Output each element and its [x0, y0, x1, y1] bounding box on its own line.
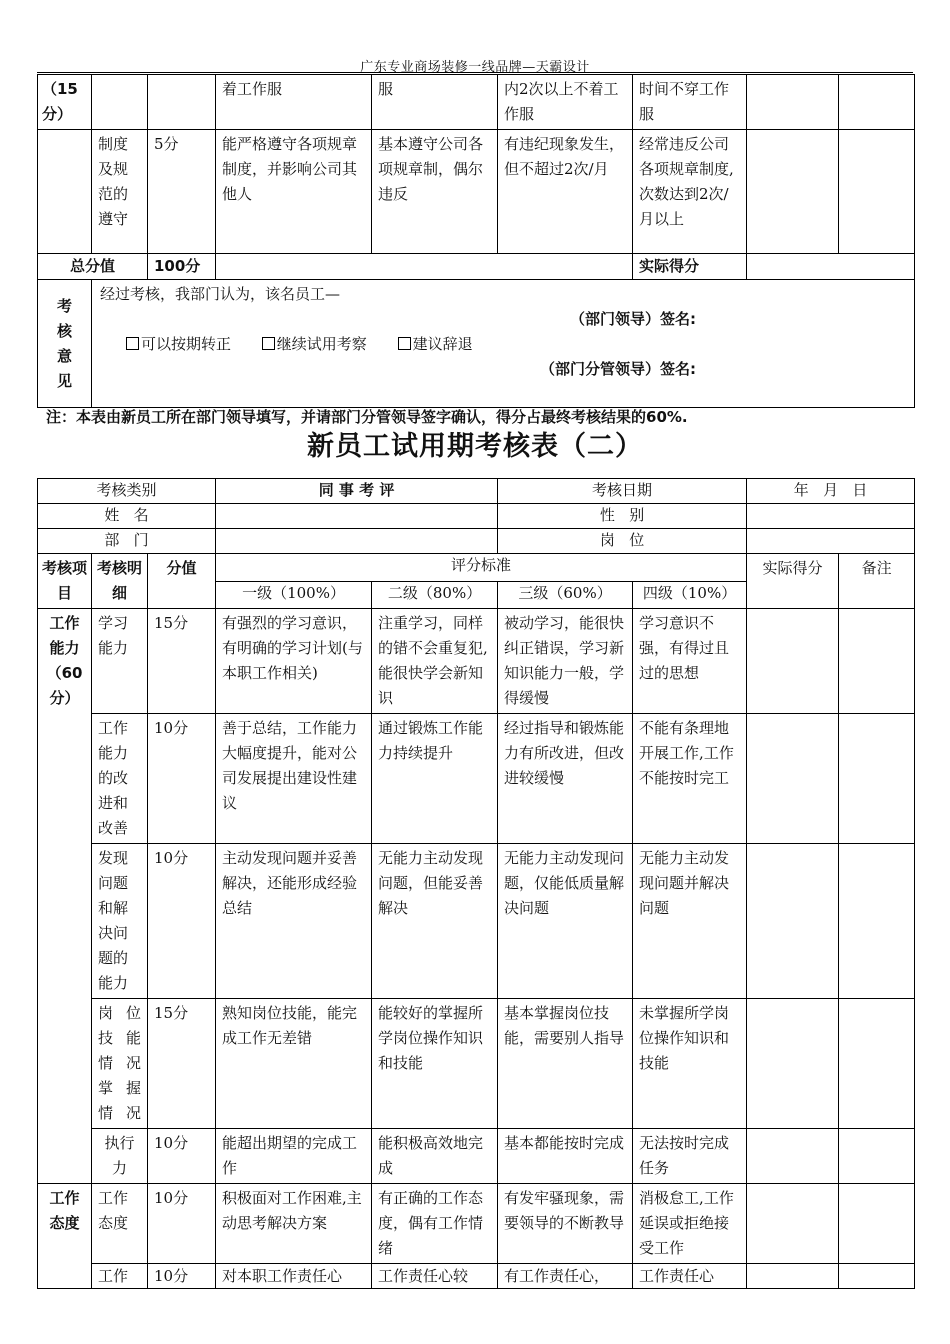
- opinion-options: [100, 332, 906, 357]
- opinion-text: 经过考核，我部门认为，该名员工—: [100, 285, 341, 303]
- date-label: 考核日期: [498, 479, 747, 504]
- level2-cell: 有正确的工作态度，偶有工作情绪: [372, 1184, 498, 1264]
- remark-cell[interactable]: [839, 999, 915, 1129]
- option-continue[interactable]: 继续试用考察: [262, 335, 367, 353]
- form-note: 注：本表由新员工所在部门领导填写，并请部门分管领导签字确认，得分占最终考核结果的60%.: [46, 408, 688, 426]
- level3-cell: 被动学习，能很快纠正错误，学习新知识能力一般，学得缓慢: [498, 609, 633, 714]
- type-label: 考核类别: [38, 479, 216, 504]
- score-cell: 10分: [148, 844, 216, 999]
- level4-cell: 无法按时完成任务: [633, 1129, 747, 1184]
- option-dismiss[interactable]: 建议辞退: [398, 335, 473, 353]
- detail-cell: [92, 75, 148, 130]
- remark-cell[interactable]: [839, 1184, 915, 1264]
- level4-cell: 消极怠工,工作延误或拒绝接受工作: [633, 1184, 747, 1264]
- post-label: 岗 位: [498, 529, 747, 554]
- item-learning: 学习能力: [92, 609, 148, 714]
- level2-cell: 能积极高效地完成: [372, 1129, 498, 1184]
- level3-cell: 有工作责任心，: [498, 1264, 633, 1289]
- actual-score-cell[interactable]: [747, 1129, 839, 1184]
- evaluation-table-part1: [37, 74, 915, 408]
- actual-score-cell[interactable]: [747, 75, 839, 130]
- gender-input[interactable]: [747, 504, 915, 529]
- type-value: 同 事 考 评: [216, 479, 498, 504]
- score-cell: 10分: [148, 1264, 216, 1289]
- remark-cell[interactable]: [839, 130, 915, 254]
- total-value: 100分: [148, 254, 216, 280]
- remark-cell[interactable]: [839, 75, 915, 130]
- actual-score-cell[interactable]: [747, 130, 839, 254]
- form-title: 新员工试用期考核表（二）: [307, 431, 643, 462]
- gender-label: 性 别: [498, 504, 747, 529]
- level2-cell: 能较好的掌握所学岗位操作知识和技能: [372, 999, 498, 1129]
- level1-cell: 积极面对工作困难,主动思考解决方案: [216, 1184, 372, 1264]
- actual-score-cell[interactable]: [747, 609, 839, 714]
- col-header-criteria: 评分标准: [216, 554, 747, 582]
- item-attitude: 工作态度: [92, 1184, 148, 1264]
- level1-cell: 有强烈的学习意识，有明确的学习计划(与本职工作相关): [216, 609, 372, 714]
- item-improvement: 工作能力的改进和改善: [92, 714, 148, 844]
- col-header-remark: 备注: [839, 554, 915, 609]
- actual-score-cell[interactable]: [747, 999, 839, 1129]
- actual-score-cell[interactable]: [747, 844, 839, 999]
- level1-cell: 能严格遵守各项规章制度，并影响公司其他人: [216, 130, 372, 254]
- item-problem-solving: 发现问题和解决问题的能力: [92, 844, 148, 999]
- level2-cell: 无能力主动发现问题，但能妥善解决: [372, 844, 498, 999]
- level2-cell: 基本遵守公司各项规章制，偶尔违反: [372, 130, 498, 254]
- dept-label: 部 门: [38, 529, 216, 554]
- level1-cell: 善于总结，工作能力大幅度提升，能对公司发展提出建设性建议: [216, 714, 372, 844]
- level4-cell: 学习意识不强，有得过且过的思想: [633, 609, 747, 714]
- item-responsibility: 工作: [92, 1264, 148, 1289]
- remark-cell[interactable]: [839, 844, 915, 999]
- level1-cell: 对本职工作责任心: [216, 1264, 372, 1289]
- actual-score-cell[interactable]: [747, 714, 839, 844]
- category-score: （15分）: [38, 75, 92, 130]
- dept-input[interactable]: [216, 529, 498, 554]
- category-work-ability: 工作能力（60分）: [38, 609, 92, 1184]
- evaluation-table-part2: [37, 478, 915, 1289]
- dept-leader-signature[interactable]: （部门领导）签名:: [570, 310, 696, 328]
- remark-cell[interactable]: [839, 714, 915, 844]
- level1-cell: 熟知岗位技能，能完成工作无差错: [216, 999, 372, 1129]
- level4-cell: 工作责任心: [633, 1264, 747, 1289]
- item-post-skills: 岗位技能情况掌握情况: [92, 999, 148, 1129]
- level3-header: 三级（60%）: [498, 581, 633, 609]
- col-header-actual: 实际得分: [747, 554, 839, 609]
- level2-cell: 通过锻炼工作能力持续提升: [372, 714, 498, 844]
- level2-cell: 服: [372, 75, 498, 130]
- level4-cell: 无能力主动发现问题并解决问题: [633, 844, 747, 999]
- opinion-label: 考 核 意 见: [38, 280, 92, 408]
- item-rules-compliance: 制度及规范的遵守: [92, 130, 148, 254]
- level4-cell: 时间不穿工作服: [633, 75, 747, 130]
- score-cell: 10分: [148, 1129, 216, 1184]
- option-confirm[interactable]: 可以按期转正: [126, 335, 231, 353]
- level3-cell: 基本掌握岗位技能，需要别人指导: [498, 999, 633, 1129]
- remark-cell[interactable]: [839, 1129, 915, 1184]
- name-input[interactable]: [216, 504, 498, 529]
- level4-cell: 经常违反公司各项规章制度,次数达到2次/月以上: [633, 130, 747, 254]
- level1-cell: 着工作服: [216, 75, 372, 130]
- date-value[interactable]: 年 月 日: [747, 479, 915, 504]
- col-header-item: 考核项目: [38, 554, 92, 609]
- level3-cell: 内2次以上不着工作服: [498, 75, 633, 130]
- remark-cell[interactable]: [839, 609, 915, 714]
- col-header-score: 分值: [148, 554, 216, 609]
- header-divider: [37, 72, 913, 73]
- level1-cell: 能超出期望的完成工作: [216, 1129, 372, 1184]
- name-label: 姓 名: [38, 504, 216, 529]
- category-cell: [38, 130, 92, 254]
- post-input[interactable]: [747, 529, 915, 554]
- remark-cell[interactable]: [839, 1264, 915, 1289]
- score-cell: 5分: [148, 130, 216, 254]
- level3-cell: 有违纪现象发生，但不超过2次/月: [498, 130, 633, 254]
- total-label: 总分值: [38, 254, 148, 280]
- level3-cell: 基本都能按时完成: [498, 1129, 633, 1184]
- level4-cell: 不能有条理地开展工作,工作不能按时完工: [633, 714, 747, 844]
- level3-cell: 无能力主动发现问题，仅能低质量解决问题: [498, 844, 633, 999]
- score-cell: [148, 75, 216, 130]
- actual-score-input[interactable]: [747, 254, 915, 280]
- blank-cell: [216, 254, 633, 280]
- level1-header: 一级（100%）: [216, 581, 372, 609]
- level3-cell: 有发牢骚现象，需要领导的不断教导: [498, 1184, 633, 1264]
- item-execution: 执行力: [92, 1129, 148, 1184]
- checkbox-icon[interactable]: [398, 337, 411, 350]
- checkbox-icon[interactable]: [126, 337, 139, 350]
- score-cell: 10分: [148, 714, 216, 844]
- level2-cell: 工作责任心较: [372, 1264, 498, 1289]
- division-leader-signature[interactable]: （部门分管领导）签名:: [540, 360, 696, 378]
- score-cell: 10分: [148, 1184, 216, 1264]
- level2-header: 二级（80%）: [372, 581, 498, 609]
- level4-header: 四级（10%）: [633, 581, 747, 609]
- actual-score-cell[interactable]: [747, 1264, 839, 1289]
- page-header: 广东专业商场装修一线品牌—天霸设计: [360, 60, 590, 75]
- opinion-cell: [92, 280, 915, 408]
- col-header-detail: 考核明细: [92, 554, 148, 609]
- level3-cell: 经过指导和锻炼能力有所改进，但改进较缓慢: [498, 714, 633, 844]
- actual-score-label: 实际得分: [633, 254, 747, 280]
- level1-cell: 主动发现问题并妥善解决，还能形成经验总结: [216, 844, 372, 999]
- level4-cell: 未掌握所学岗位操作知识和技能: [633, 999, 747, 1129]
- score-cell: 15分: [148, 999, 216, 1129]
- category-work-attitude: 工作态度: [38, 1184, 92, 1289]
- actual-score-cell[interactable]: [747, 1184, 839, 1264]
- level2-cell: 注重学习，同样的错不会重复犯,能很快学会新知识: [372, 609, 498, 714]
- checkbox-icon[interactable]: [262, 337, 275, 350]
- score-cell: 15分: [148, 609, 216, 714]
